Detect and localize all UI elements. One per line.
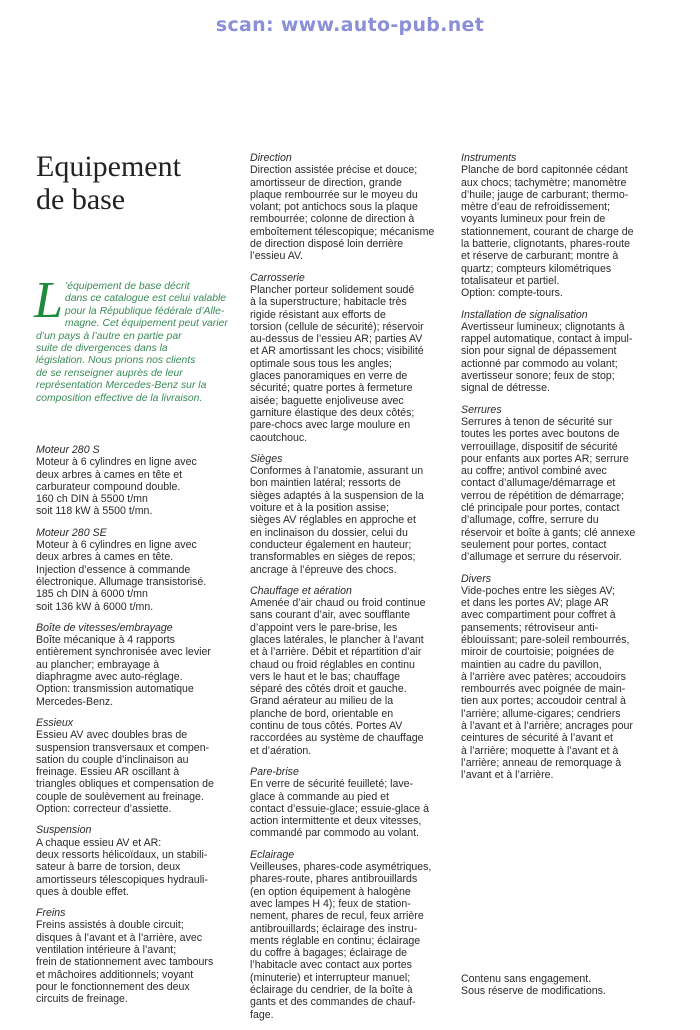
section-divers	[461, 573, 671, 782]
section-freins	[36, 907, 236, 1005]
section-text: Serrures à tenon de sécurité sur toutes les portes avec boutons de verrouillage, dispositif de sécurité pour enfants aux portes AR; serrure au coffre; antivol combiné avec contact d’allumage/démarrage et verrou de répétition de démarrage; clé principale pour portes, contact d’allumage, coffre, serrure du réservoir et boîte à gants; clé annexe seulement pour portes, contact d’allumage et serrure du réservoir.	[461, 415, 636, 564]
section-text: Essieu AV avec doubles bras de suspension transversaux et compen- sation du couple d’inclinaison au freinage. Essieu AR oscillant à triangles obliques et compensation de couple de soulèvement au freinage. Option: correcteur d’assiette.	[36, 729, 214, 816]
section-heading: Direction	[250, 152, 292, 164]
section-carrosserie	[250, 272, 450, 444]
section-pare-brise	[250, 766, 450, 840]
section-text: Avertisseur lumineux; clignotants à rappel automatique, contact à impul- sion pour signal de dépassement actionné par commodo au volant; avertisseur sonore; feux de stop; signal de détresse.	[461, 320, 633, 395]
intro-text: ’équipement de base décrit dans ce catalogue est celui valable pour la République fédérale d’Alle- magne. Cet équipement peut varier d’un pays à l’autre en partie par suite de divergences dans la législation. Nous prions nos clients de se renseigner auprès de leur représentation Mercedes-Benz sur la composition effective de la livraison.	[36, 281, 228, 404]
section-heading: Essieux	[36, 716, 74, 729]
section-eclairage	[250, 849, 450, 1021]
section-instruments	[461, 152, 671, 300]
section-direction	[250, 152, 450, 263]
section-text: Amenée d’air chaud ou froid continue sans courant d’air, avec soufflante d’appoint vers le pare-brise, les glaces latérales, le plancher à l’avant et à l’arrière. Débit et répartition d’air chaud ou froid réglables en continu vers le haut et le bas; chauffage séparé des côtés droit et gauche. Grand aérateur au milieu de la planche de bord, orientable en continu de tous côtés. Portes AV raccordées au système de chauffage et d’aération.	[250, 597, 426, 757]
column-1	[36, 444, 236, 1014]
intro-paragraph	[34, 272, 236, 405]
section-heading: Chauffage et aération	[250, 584, 352, 597]
section-heading: Sièges	[250, 452, 283, 465]
section-text: En verre de sécurité feuilleté; lave- glace à commande au pied et contact d’essuie-glace; essuie-glace à action intermittente et deux vitesses, commandé par commodo au volant.	[250, 778, 430, 840]
section-text: Conformes à l’anatomie, assurant un bon maintien latéral; ressorts de sièges adaptés à la suspension de la voiture et à la position assise; sièges AV réglables en approche et en inclinaison du dossier, celui du conducteur également en hauteur; transformables en sièges de repos; ancrage à l’épreuve des chocs.	[250, 465, 424, 576]
watermark-text: scan: www.auto-pub.net	[215, 14, 485, 36]
section-heading: Serrures	[461, 403, 502, 416]
section-boite-vitesses	[36, 622, 236, 708]
disclaimer-note: Contenu sans engagement. Sous réserve de modifications.	[461, 973, 606, 998]
section-text: Moteur à 6 cylindres en ligne avec deux arbres à cames en tête et carburateur compound double. 160 ch DIN à 5500 t/mn soit 118 kW à 5500 t/mn.	[36, 456, 197, 518]
section-heading: Carrosserie	[250, 271, 305, 284]
dropcap-letter: L	[34, 272, 63, 329]
section-heading: Freins	[36, 907, 66, 920]
section-chauffage	[250, 585, 450, 757]
section-heading: Instruments	[461, 152, 517, 164]
section-text: Vide-poches entre les sièges AV; et dans les portes AV; plage AR avec compartiment pour coffret à pansements; rétroviseur anti- éblouissant; pare-soleil rembourrés, miroir de courtoisie; poignées de maintien au cadre du pavillon, à l’arrière avec patères; accoudoirs rembourrés avec poignée de main- tien aux portes; accoudoir central à l’arrière; allume-cigares; cendriers à l’avant et à l’arrière; ancrages pour ceintures de sécurité à l’avant et à l’arrière; moquette à l’avant et à l’arrière; anneau de remorquage à l’avant et à l’arrière.	[461, 584, 633, 782]
section-text: Veilleuses, phares-code asymétriques, phares-route, phares antibrouillards (en option équipement à halogène avec lampes H 4); feux de station- nement, phares de recul, feux arrière antibrouillards; éclairage des instru- ments réglable en continu; éclairage du coffre à bagages; éclairage de l’habitacle avec contact aux portes (minuterie) et interrupteur manuel; éclairage du cendrier, de la boîte à gants et des commandes de chauf- fage.	[250, 861, 432, 1021]
section-signalisation	[461, 309, 671, 395]
section-moteur-280se	[36, 527, 236, 613]
section-sieges	[250, 453, 450, 576]
section-heading: Moteur 280 S	[36, 444, 100, 456]
section-heading: Boîte de vitesses/embrayage	[36, 621, 173, 634]
column-2	[250, 152, 450, 1030]
section-text: Planche de bord capitonnée cédant aux chocs; tachymètre; manomètre d’huile; jauge de carburant; thermo- mètre d’eau de refroidissement; voyants lumineux pour frein de stationnement, courant de charge de la batterie, clignotants, phares-route et réserve de carburant; montre à quartz; compteurs kilométriques totalisateur et partiel. Option: compte-tours.	[461, 164, 634, 300]
section-heading: Pare-brise	[250, 765, 299, 778]
section-text: A chaque essieu AV et AR: deux ressorts hélicoïdaux, un stabili- sateur à barre de torsion, deux amortisseurs télescopiques hydrauli- ques à double effet.	[36, 836, 208, 898]
column-3	[461, 152, 671, 791]
section-heading: Eclairage	[250, 848, 295, 861]
section-heading: Suspension	[36, 824, 92, 837]
section-serrures	[461, 404, 671, 564]
section-text: Moteur à 6 cylindres en ligne avec deux arbres à cames en tête. Injection d’essence à commande électronique. Allumage transistorisé. 185 ch DIN à 6000 t/mn soit 136 kW à 6000 t/mn.	[36, 539, 207, 613]
section-text: Plancher porteur solidement soudé à la superstructure; habitacle très rigide résistant aux efforts de torsion (cellule de sécurité); réservoir au-dessus de l’essieu AR; parties AV et AR amortissant les chocs; visibilité optimale sous tous les angles; glaces panoramiques en verre de sécurité; quatre portes à fermeture aisée; baguette enjoliveuse avec garniture élastique des deux côtés; pare-chocs avec large moulure en caoutchouc.	[250, 283, 424, 444]
section-heading: Installation de signalisation	[461, 308, 588, 321]
section-essieux	[36, 717, 236, 815]
section-suspension	[36, 824, 236, 898]
section-text: Freins assistés à double circuit; disques à l’avant et à l’arrière, avec ventilation intérieure à l’avant; frein de stationnement avec tambours et mâchoires additionnels; voyant pour le fonctionnement des deux circuits de freinage.	[36, 919, 214, 1006]
section-text: Boîte mécanique à 4 rapports entièrement synchronisée avec levier au plancher; embrayage à diaphragme avec auto-réglage. Option: transmission automatique Mercedes-Benz.	[36, 634, 211, 708]
section-heading: Divers	[461, 572, 492, 585]
section-moteur-280s	[36, 444, 236, 518]
section-text: Direction assistée précise et douce; amortisseur de direction, grande plaque rembourrée sur le moyeu du volant; pot antichocs sous la plaque rembourrée; colonne de direction à emboîtement télescopique; mécanisme de direction disposé loin derrière l’essieu AV.	[250, 164, 435, 263]
page-title: Equipement de base	[36, 150, 181, 216]
section-heading: Moteur 280 SE	[36, 526, 107, 539]
